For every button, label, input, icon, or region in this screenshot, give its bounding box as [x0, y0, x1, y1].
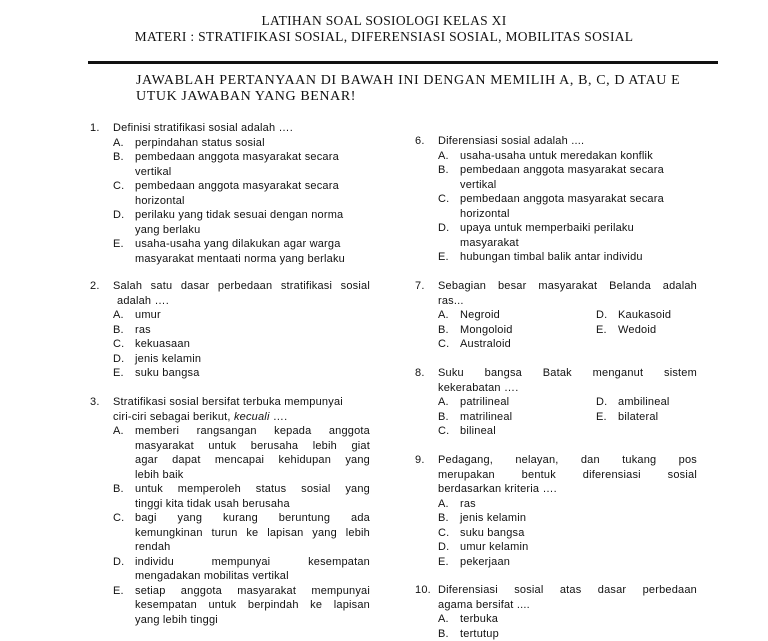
instruction-line-1: JAWABLAH PERTANYAAN DI BAWAH INI DENGAN MEMILIH A, B, C, D ATAU E: [136, 73, 680, 89]
option-e[interactable]: E. bilateral: [596, 410, 696, 425]
option-a[interactable]: A. Negroid: [438, 308, 596, 323]
option-e[interactable]: E. hubungan timbal balik antar individu: [438, 250, 697, 265]
header-divider: [88, 61, 718, 64]
question-10: [415, 583, 697, 641]
option-d[interactable]: D. perilaku yang tidak sesuai dengan norma yang berlaku: [113, 208, 370, 237]
question-7: [415, 279, 697, 352]
question-text-line-1: Salah satu dasar perbedaan stratifikasi sosial: [113, 279, 370, 294]
options-list: [113, 308, 370, 381]
option-c[interactable]: C. pembedaan anggota masyarakat secara horizontal: [113, 179, 370, 208]
question-text-line-2: adalah ….: [113, 294, 370, 309]
option-d[interactable]: D. Kaukasoid: [596, 308, 696, 323]
question-number: 8.: [415, 366, 438, 395]
question-number: 9.: [415, 453, 438, 497]
question-text-line-2: ciri-ciri sebagai berikut, kecuali ….: [113, 410, 370, 425]
option-a[interactable]: A. perpindahan status sosial: [113, 136, 370, 151]
instruction-line-2: UTUK JAWABAN YANG BENAR!: [136, 89, 680, 105]
question-number: 3.: [90, 395, 113, 424]
option-b[interactable]: B. tertutup: [438, 627, 697, 641]
options-list: [438, 612, 697, 641]
document-subtitle: MATERI : STRATIFIKASI SOSIAL, DIFERENSIASI SOSIAL, MOBILITAS SOSIAL: [0, 29, 768, 45]
option-c[interactable]: C. suku bangsa: [438, 526, 697, 541]
question-text-line-3: berdasarkan kriteria ….: [438, 482, 697, 497]
option-b[interactable]: B. matrilineal: [438, 410, 596, 425]
instruction: [136, 73, 680, 105]
question-1: [90, 121, 370, 266]
options-list: [438, 497, 697, 570]
question-number: 10.: [415, 583, 438, 612]
question-number: 7.: [415, 279, 438, 308]
question-text-line-2: agama bersifat ....: [438, 598, 697, 613]
option-b[interactable]: B. ras: [113, 323, 370, 338]
question-8: [415, 366, 697, 439]
option-c[interactable]: C. bilineal: [438, 424, 596, 439]
question-number: 6.: [415, 134, 438, 149]
question-text-line-1: Sebagian besar masyarakat Belanda adalah: [438, 279, 697, 294]
question-text-line-2: kekerabatan ….: [438, 381, 697, 396]
option-a[interactable]: A. ras: [438, 497, 697, 512]
option-b[interactable]: B. jenis kelamin: [438, 511, 697, 526]
option-d[interactable]: D. ambilineal: [596, 395, 696, 410]
option-e[interactable]: E. usaha-usaha yang dilakukan agar warga masyarakat mentaati norma yang berlaku: [113, 237, 370, 266]
question-text-line-2: ras...: [438, 294, 697, 309]
question-9: [415, 453, 697, 569]
option-a[interactable]: A. usaha-usaha untuk meredakan konflik: [438, 149, 697, 164]
option-a[interactable]: A. memberi rangsangan kepada anggota masyarakat untuk berusaha lebih giat agar dapat mencapai kehidupan yang lebih baik: [113, 424, 370, 482]
options-list: [438, 395, 697, 439]
document-title: LATIHAN SOAL SOSIOLOGI KELAS XI: [0, 13, 768, 29]
question-number: 2.: [90, 279, 113, 308]
option-d[interactable]: D. jenis kelamin: [113, 352, 370, 367]
emphasis-kecuali: kecuali: [234, 411, 270, 423]
question-text-line-1: Pedagang, nelayan, dan tukang pos: [438, 453, 697, 468]
option-b[interactable]: B. pembedaan anggota masyarakat secara vertikal: [113, 150, 370, 179]
option-b[interactable]: B. untuk memperoleh status sosial yang tinggi kita tidak usah berusaha: [113, 482, 370, 511]
question-number: 1.: [90, 121, 113, 136]
option-b[interactable]: B. pembedaan anggota masyarakat secara vertikal: [438, 163, 697, 192]
question-2: [90, 279, 370, 381]
option-a[interactable]: A. patrilineal: [438, 395, 596, 410]
option-d[interactable]: D. umur kelamin: [438, 540, 697, 555]
options-list: [113, 136, 370, 267]
options-list: [438, 149, 697, 265]
option-d[interactable]: D. upaya untuk memperbaiki perilaku masyarakat: [438, 221, 697, 250]
option-a[interactable]: A. terbuka: [438, 612, 697, 627]
option-c[interactable]: C. bagi yang kurang beruntung ada kemungkinan turun ke lapisan yang lebih rendah: [113, 511, 370, 555]
option-e[interactable]: E. suku bangsa: [113, 366, 370, 381]
options-list: [113, 424, 370, 627]
question-text: Diferensiasi sosial adalah ....: [438, 134, 697, 149]
question-6: [415, 134, 697, 265]
question-text-line-1: Stratifikasi sosial bersifat terbuka mempunyai: [113, 395, 370, 410]
option-b[interactable]: B. Mongoloid: [438, 323, 596, 338]
question-text-line-1: Suku bangsa Batak menganut sistem: [438, 366, 697, 381]
option-d[interactable]: D. individu mempunyai kesempatan mengadakan mobilitas vertikal: [113, 555, 370, 584]
question-3: [90, 395, 370, 627]
options-list: [438, 308, 697, 352]
option-e[interactable]: E. Wedoid: [596, 323, 696, 338]
question-text-line-1: Diferensiasi sosial atas dasar perbedaan: [438, 583, 697, 598]
option-c[interactable]: C. kekuasaan: [113, 337, 370, 352]
question-text-line-2: merupakan bentuk diferensiasi sosial: [438, 468, 697, 483]
option-c[interactable]: C. pembedaan anggota masyarakat secara horizontal: [438, 192, 697, 221]
question-text: Definisi stratifikasi sosial adalah ….: [113, 121, 370, 136]
option-e[interactable]: E. setiap anggota masyarakat mempunyai kesempatan untuk berpindah ke lapisan yang lebih tinggi: [113, 584, 370, 628]
option-c[interactable]: C. Australoid: [438, 337, 596, 352]
option-a[interactable]: A. umur: [113, 308, 370, 323]
option-e[interactable]: E. pekerjaan: [438, 555, 697, 570]
